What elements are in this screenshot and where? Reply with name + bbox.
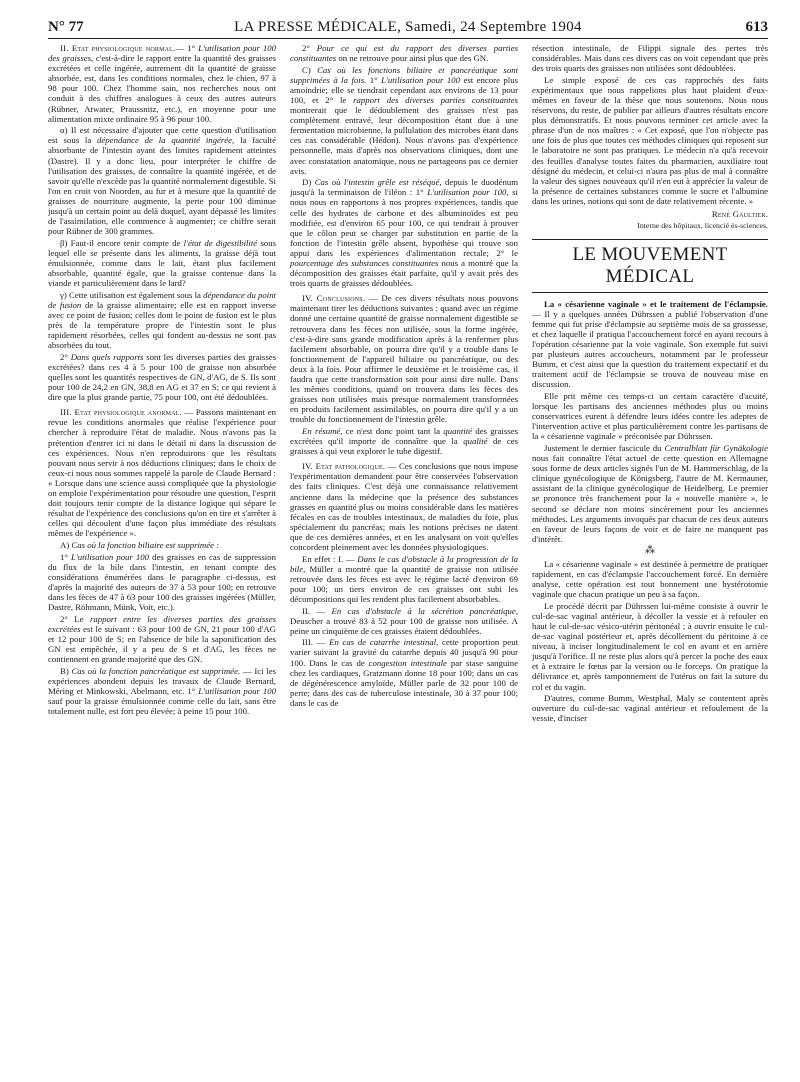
article-title: La « césarienne vaginale » et le traitement de l'éclampsie. [544, 298, 768, 309]
paragraph: La « césarienne vaginale » est destinée à permettre de pratiquer rapidement, en cas d'éclampsie l'accouchement forcé. En dernière analyse, cette opération est tout bonnement une hystérotomie vaginale que chacun pratique un peu à sa façon. [532, 558, 768, 600]
asterism-separator: ⁂ [645, 545, 655, 557]
journal-title: LA PRESSE MÉDICALE, Samedi, 24 Septembre 1904 [234, 19, 582, 35]
paragraph: résection intestinale, de Filippi signale des pertes très considérables. Mais dans ces divers cas on voit cependant que près des trois quarts des graisses non utilisées sont dédoublées. [532, 43, 768, 74]
paragraph: En effet : I. — Dans le cas d'obstacle à la progression de la bile, Müller a montré que la quantité de graisse non utilisée retrouvée dans les fèces est avec le régime lacté d'environ 69 pour 100; un tiers environ de ces graisses ont subi les décompositions qui les rendent plus facilement absorbables. [290, 553, 518, 604]
paragraph: A) Cas où la fonction biliaire est supprimée : [60, 540, 220, 550]
paragraph: II. — En cas d'obstacle à la sécrétion pancréatique, Deuscher a trouvé 83 à 52 pour 100 de graisse non utilisée. A peine un cinquième de ces graisses étaient dédoublées. [290, 605, 518, 636]
paragraph: 1° L'utilisation pour 100 des graisses en cas de suppression du flux de la bile dans l'intestin, en tenant compte des considérations énumérées dans le paragraphe ci-dessus, est d'après la majorité des auteurs de 37 à 53 pour 100; en retrouve dans les fèces de 47 à 63 pour 100 des graisses ingérées (Müller, Dastre, Röhmann, Münk, Voit, etc.). [48, 551, 276, 613]
paragraph: III. Etat physiologique anormal. — Passons maintenant en revue les conditions anormales que réalise l'expérience pour chercher à reproduire l'état de maladie. Nous n'avons pas la prétention d'entrer ici ni dans le détail ni dans la discussion de ces expériences. Nous n'en reproduirons que les résultats pouvant nous servir à nos déductions cliniques; dans le choix de ceux-ci nous nous sommes rappelé la parole de Claude Bernard : « Lorsque dans une science aussi compliquée que la physiologie on emploie l'expérimentation pour résoudre une question, l'esprit doit toujours tenir compte de la distance logique qui sépare le résultat de l'expérience des conclusions qu'on en tire et s'arrêter à celles qui découlent d'une façon plus immédiate des résultats mêmes de l'expérience ». [48, 407, 276, 539]
paragraph: Justement le dernier fascicule du Centralblatt für Gynäkologie nous fait connaître l'état actuel de cette question en Allemagne sous forme de deux articles signés l'un de M. Hammerschlag, de la clinique gynécologique de Königsberg, l'autre de M. Kermauner, assistant de la clinique gynécologique de Heidelberg. Le premier se prononce très franchement pour la « nouvelle manière », le second se déclare non moins sincèrement pour les anciennes méthodes. Les arguments invoqués par chacun de ces deux auteurs en faveur de leurs façons de voir et de faire ne manquent pas d'intérêt. [532, 443, 768, 544]
paragraph: En résumé, ce n'est donc point tant la quantité des graisses excrétées qu'il importe de connaître que la qualité de ces graisses à qui veut explorer le tube digestif. [290, 425, 518, 457]
author-signature: René Gaultier. [711, 209, 768, 219]
paragraph: 2° Pour ce qui est du rapport des diverses parties constituantes on ne retrouve pour ainsi plus que des GN. [290, 43, 518, 64]
paragraph: Le simple exposé de ces cas rapprochés des faits expérimentaux que nous rappelions plus haut plaident d'eux-mêmes en faveur de la thèse que nous soutenons. Nous nous réservons, du reste, de publier par ailleurs d'autres résultats encore plus démonstratifs. Et nous pouvons terminer cet article avec la phrase d'un de nos maîtres : « Cet exposé, que l'on n'objecte pas une fois de plus que toutes ces méthodes cliniques qui reposent sur le laboratoire ne sont pas pratiques. Le médecin n'a qu'à recevoir des feuilles d'analyse toutes faites du pharmacien, auxiliaire tout désigné du médecin, et celui-ci n'aura pas plus de mal à connaître la valeur des signes nouveaux qu'il n'en eut à apprécier la valeur de la présence de certaines substances comme le sucre et l'albumine dans les urines, notions qui sont de date relativement récente. » [532, 74, 768, 206]
paragraph: D) Cas où l'intestin grêle est réséqué, depuis le duodénum jusqu'à la terminaison de l'iléon : 1° L'utilisation pour 100, si nous nous en rapportons à nos propres expériences, tandis que celle des hydrates de carbone et des albuminoïdes est peu modifiée, est d'environ 65 pour 100, ce qui tendrait à prouver que le côlon peut se charger par substitution en partie de la fonction de l'intestin grêle absent, hypothèse qui trouve son appui dans les expériences d'alimentation rectale; 2° le pourcentage des substances constituantes nous a montré que la décomposition des graisses était parfaite, qu'il y avait près des trois quarts de graisses dédoublées. [290, 177, 518, 289]
column-1 [48, 43, 276, 1073]
paragraph: D'autres, comme Bumm, Westphal, Maly se contentent après ouverture du cul-de-sac vaginal antérieur et refoulement de la vessie, d'inciser [532, 693, 768, 724]
paragraph: IV. Conclusions. — De ces divers résultats nous pouvons maintenant tirer les déductions suivantes : quand avec un régime donné une certaine quantité de graisse normalement digestible se retrouvera dans les fèces non utilisée, sous la forme ingérée, c'est-à-dire sans grande modification après à la renfermer plus facilement absorbable, on pourra dire qu'il y a trouble dans le fonctionnement de l'appareil biliaire ou pancréatique, ou des deux à la fois. Pour affirmer le deuxième et le troisième cas, il faudra que cette transformation soit pour ainsi dire nulle. Dans les mêmes conditions, quand on trouvera dans les fèces des graisses non utilisées mais presque normalement transformées en produits facilement assimilables, on pourra dire qu'il y a un trouble du fonctionnement de l'intestin grêle. [290, 293, 518, 425]
paragraph: Elle prit même ces temps-ci un certain caractère d'acuité, lorsque les partisans des anciennes méthodes plus ou moins conservatrices eurent à défendre leurs idées contre les adeptes de l'intervention active et plus particulièrement contre les partisans de la « césarienne vaginale » préconisée par Dührssen. [532, 391, 768, 442]
section-title: LE MOUVEMENT MÉDICAL [532, 239, 768, 293]
paragraph: 2° Le rapport entre les diverses parties des graisses excrétées est le suivant : 63 pour 100 de GN, 21 pour 100 d'AG et 12 pour 100 de S; en l'absence de bile la saponification des GN est empêchée, il y a peu de S et d'AG, les fèces ne contiennent en grande majorité que des GN. [48, 613, 276, 665]
header-rule [48, 38, 768, 39]
paragraph: γ) Cette utilisation est également sous la dépendance du point de fusion de la graisse alimentaire; elle est en rapport inverse avec ce point de fusion; celles dont le point de fusion est le plus près de la température propre de l'intestin sont le plus rapidement résorbées, celles qui fondent au-dessus ne sont pas absorbées du tout. [48, 289, 276, 351]
paragraph: C) Cas où les fonctions biliaire et pancréatique sont supprimées à la fois. 1° L'utilisation pour 100 est encore plus amoindrie; elle se tiendrait cependant aux environs de 13 pour 100, et 2° le rapport des diverses parties constituantes montrerait que le dédoublement des graisses n'est pas complètement entravé, leur décomposition étant due à une fermentation microbienne, la pullulation des microbes étant dans ces cas considérable (Hédon). Nous n'avons pas d'expérience personnelle, mais d'après nos observations cliniques, dont une avec constatation anatomique, nous ne partageons pas ce dernier avis. [290, 64, 518, 176]
paragraph: III. — En cas de catarrhe intestinal, cette proportion peut varier suivant la gravité du catarrhe depuis 40 jusqu'à 90 pour 100. Dans le cas de congestion intestinale par stase sanguine chez les cardiaques, Gratzmann donne 18 pour 100; dans un cas de dégénérescence amyloïde, Müller parle de 32 pour 100 de perte; dans des cas de tuberculose intestinale, 30 à 37 pour 100; dans le cas de [290, 637, 518, 708]
paragraph: IV. Etat pathologique. — Ces conclusions que nous impose l'expérimentation demandent pour être conservées l'observation des faits cliniques. C'est déjà une connaissance relativement ancienne dans la médecine que la présence des substances grasses en quantité plus ou moins considérable dans les matières fécales en cas de troubles intestinaux, de maladies du foie, plus spécialement du pancréas; mais les notions précises ne datent que de ces dernières années, et en les analysant on voit qu'elles concordent pleinement avec les données physiologiques. [290, 461, 518, 552]
paragraph: B) Cas où la fonction pancréatique est supprimée. — Ici les expériences abondent depuis les travaux de Claude Bernard, Méring et Minkowski, Abelmann, etc. 1° L'utilisation pour 100 sauf pour la graisse émulsionnée comme celle du lait, sans être totalement nulle, est fort peu élevée; à peine 15 pour 100. [48, 665, 276, 716]
column-2 [290, 43, 518, 1073]
paragraph: Le procédé décrit par Dührssen lui-même consiste à ouvrir le cul-de-sac vaginal antérieur, à décoller la vessie et à refouler en haut le cul-de-sac vésico-utérin péritonéal ; à ouvrir ensuite le cul-de-sac vaginal postérieur et, après décollement du péritoine à ce niveau, à inciser longitudinalement le col en avant et en arrière jusqu'à l'orifice. Il ne reste plus alors qu'à percer la poche des eaux et à extraire le fœtus par la version ou le forceps. On pratique la délivrance et, après tamponnement de l'utérus on fait la suture du col et du vagin. [532, 600, 768, 692]
page-number: 613 [745, 19, 768, 35]
paragraph: La « césarienne vaginale » et le traitement de l'éclampsie. — Il y a quelques années Dührssen a publié l'observation d'une femme qui fut prise d'éclampsie au septième mois de sa grossesse, et chez laquelle il pratiqua l'accouchement forcé en ayant recours à l'opération césarienne par la voie vaginale. Son exemple fut suivi par plusieurs autres accoucheurs, notamment par le professeur Bumm, et c'est ainsi que la question du traitement expectatif et du traitement actif de l'éclampsie se trouva de nouveau mise en discussion. [532, 298, 768, 390]
paragraph: II. Etat physiologique normal.— 1° L'utilisation pour 100 des graisses, c'est-à-dire le rapport entre la quantité des graisses excrétées et celle ingérée, autrement dit la quantité de graisse absorbée, est, dans les conditions normales, chez le chien, 97 à 98 pour 100. Chez l'homme sain, nos recherches nous ont conduit à des chiffres analogues à ceux des autres auteurs (Rübner, Atwater, Praussnitz, etc.), en moyenne pour une alimentation mixte ordinaire 95 à 96 pour 100. [48, 43, 276, 124]
paragraph: 2° Dans quels rapports sont les diverses parties des graisses excrétées? dans ces 4 à 5 pour 100 de graisse non absorbée quelles sont les quantités respectives de GN, d'AG, de S. Ils sont pour 100 de 24,2 en GN, 38,8 en AG et 37 en S; ce qui revient à dire que la plus grande partie, 75 pour 100, ont été dédoublées. [48, 351, 276, 403]
issue-number: N° 77 [48, 19, 84, 35]
page-header [48, 16, 768, 38]
author-title: Interne des hôpitaux, licencié ès-sciences. [637, 220, 768, 230]
column-3 [532, 43, 768, 1073]
paragraph: β) Faut-il encore tenir compte de l'état de digestibilité sous lequel elle se présente dans les aliments, la graisse déjà tout émulsionnée, comme dans le lait, étant plus facilement absorbable, quantité égale, que la graisse contenue dans la viande et particulièrement dans le lard? [48, 237, 276, 289]
paragraph: α) Il est nécessaire d'ajouter que cette question d'utilisation est sous la dépendance de la quantité ingérée, la faculté absorbante de l'intestin ayant des limites rapidement atteintes (Dastre). Il y a donc lieu, pour interpréter le chiffre de l'utilisation des graisses, de connaître la quantité ingérée, et de savoir qu'elle n'excède pas la quantité normalement digestible. Si l'on en croit von Noorden, au fur et à mesure que la quantité de graisses de nourriture augmente, la perte pour 100 diminue jusqu'à un certain point au delà duquel, ayant dépassé les limites de l'assimilation, elle commence à augmenter; ce chiffre serait pour Rübner de 300 grammes. [48, 125, 276, 237]
